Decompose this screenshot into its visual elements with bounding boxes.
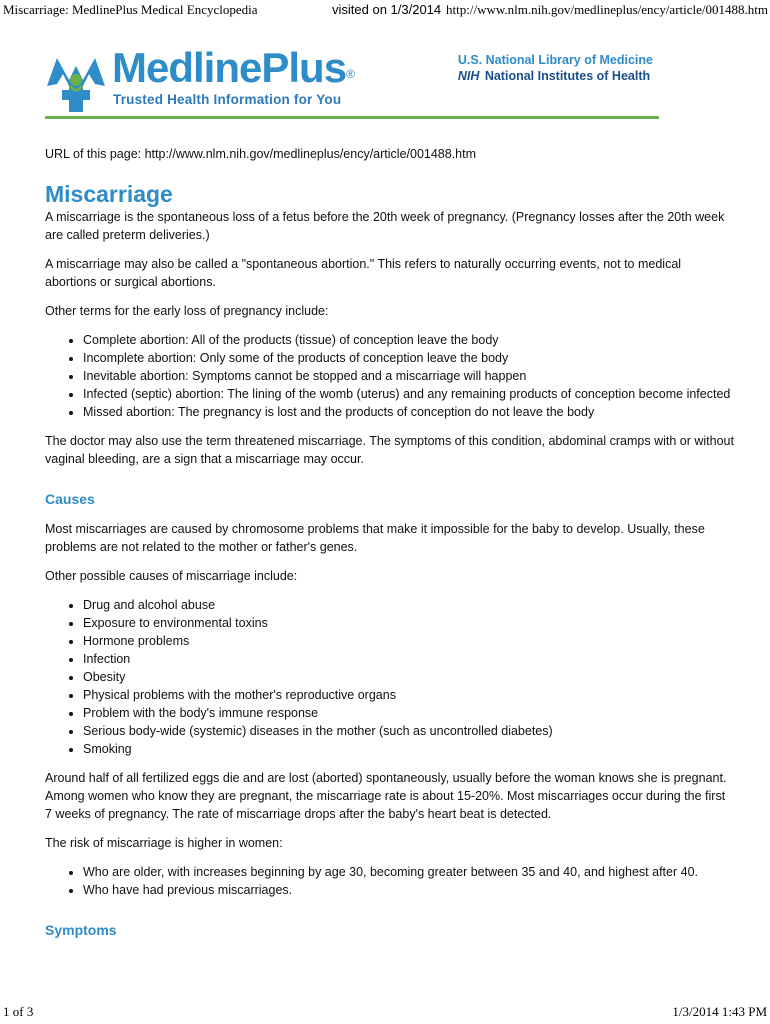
nlm-name: U.S. National Library of Medicine [457,53,653,67]
list-item: • Who are older, with increases beginning by age 30, becoming greater between 35 and 40, and highest after 40. [83,863,735,881]
list-item: • Inevitable abortion: Symptoms cannot be stopped and a miscarriage will happen [83,367,735,385]
article-title: Miscarriage [45,181,173,207]
banner-divider [45,116,659,119]
causes-heading: Causes [45,491,95,507]
threatened-paragraph: The doctor may also use the term threatened miscarriage. The symptoms of this condition, abdominal cramps with or without vaginal bleeding, are a sign that a miscarriage may occur. [45,434,734,466]
print-page-url: http://www.nlm.nih.gov/medlineplus/ency/article/001488.htm [446,2,768,17]
causes-list [45,596,735,758]
symptoms-heading: Symptoms [45,922,117,938]
list-item: • Drug and alcohol abuse [83,596,735,614]
print-datetime: 1/3/2014 1:43 PM [672,1004,767,1019]
nih-name: National Institutes of Health [484,69,651,83]
print-footer [0,1004,770,1024]
intro-paragraph-3: Other terms for the early loss of pregnancy include: [45,304,329,318]
visited-date: visited on 1/3/2014 [332,2,442,17]
list-item: • Infection [83,650,735,668]
causes-paragraph-2: Other possible causes of miscarriage include: [45,569,298,583]
list-item: • Missed abortion: The pregnancy is lost and the products of conception do not leave the body [83,403,735,421]
causes-paragraph-1: Most miscarriages are caused by chromosome problems that make it impossible for the baby to develop. Usually, these problems are not related to the mother or father's genes. [45,522,705,554]
tagline: Trusted Health Information for You [113,92,342,107]
site-banner [45,40,659,120]
page-count: 1 of 3 [3,1004,34,1019]
nlm-nih-logo [458,52,653,84]
causes-paragraph-4: The risk of miscarriage is higher in women: [45,836,283,850]
medlineplus-logo-icon [45,50,107,112]
intro-paragraph-1: A miscarriage is the spontaneous loss of a fetus before the 20th week of pregnancy. (Pregnancy losses after the 20th week are called preterm deliveries.) [45,210,725,242]
article-content [45,145,735,951]
list-item: • Smoking [83,740,735,758]
print-header [0,0,770,20]
page-url-line: URL of this page: http://www.nlm.nih.gov/medlineplus/ency/article/001488.htm [45,147,477,161]
list-item: • Problem with the body's immune response [83,704,735,722]
causes-paragraph-3: Around half of all fertilized eggs die and are lost (aborted) spontaneously, usually before the woman knows she is pregnant. Among women who know they are pregnant, the miscarriage rate is about 15-20%. Most miscarriages occur during the first 7 weeks of pregnancy. The rate of miscarriage drops after the baby's heart beat is detected. [45,771,727,821]
list-item: • Incomplete abortion: Only some of the products of conception leave the body [83,349,735,367]
terms-list [45,331,735,421]
medlineplus-wordmark: MedlinePlus® [112,44,354,91]
list-item: • Who have had previous miscarriages. [83,881,735,899]
list-item: • Complete abortion: All of the products (tissue) of conception leave the body [83,331,735,349]
nih-abbr: NIH [457,69,480,83]
list-item: • Physical problems with the mother's reproductive organs [83,686,735,704]
list-item: • Obesity [83,668,735,686]
list-item: • Exposure to environmental toxins [83,614,735,632]
list-item: • Infected (septic) abortion: The lining of the womb (uterus) and any remaining products of conception become infected [83,385,735,403]
list-item: • Serious body-wide (systemic) diseases in the mother (such as uncontrolled diabetes) [83,722,735,740]
list-item: • Hormone problems [83,632,735,650]
risk-list [45,863,735,899]
intro-paragraph-2: A miscarriage may also be called a "spontaneous abortion." This refers to naturally occurring events, not to medical abortions or surgical abortions. [45,257,682,289]
print-page-title: Miscarriage: MedlinePlus Medical Encyclopedia [3,2,258,17]
